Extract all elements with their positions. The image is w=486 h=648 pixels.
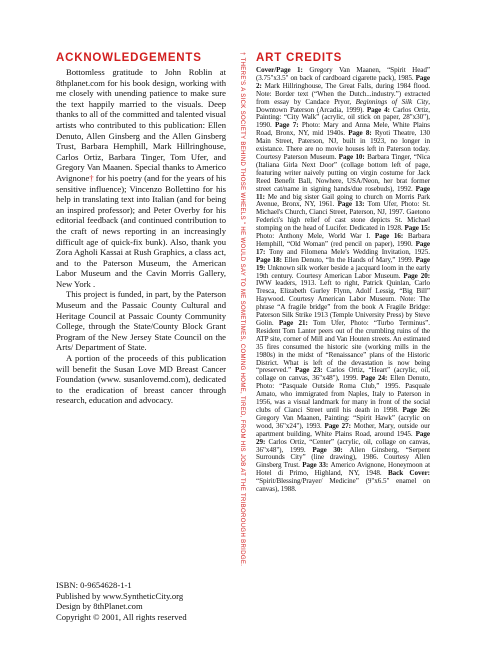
credit-description: Carlos Ortiz, Painting: “City Walk” (acrylic, oil stick on paper, 28"x30"), 1990. (256, 105, 430, 130)
acknowledgements-heading: ACKNOWLEDGEMENTS (56, 52, 202, 64)
credit-description: Carlos Ortiz, “Heart” (acrylic, oil, collage on canvas, 36"x48"), 1999. (256, 366, 430, 383)
credit-page-label: Page 2: (256, 73, 430, 90)
credit-page-label: Page 29: (256, 429, 430, 446)
publication-info (56, 580, 231, 622)
credit-page-label: Page 27: (324, 421, 354, 430)
credit-description: Allen Ginsberg, “Serpent Surrounds City” (line drawing), 1986. Courtesy Allen Ginsberg Trust. (256, 445, 430, 470)
credit-description: IWW leaders, 1913. Left to right, Patrick Quinlan, Carlo Tresca, Elizabeth Gurley Flynn, Adolf Lessig, “Big Bill” Haywood. Courtesy American Labor Museum. Note: The phrase “A fragile bridge” from the book A Fragile Bridge: Paterson Silk Strike 1913 (Temple University Press) by Steve Golin. (256, 279, 430, 327)
dagger-mark: † (89, 172, 94, 183)
art-credits-text (256, 67, 430, 494)
credit-page-label: Page 17: (256, 239, 430, 256)
credit-description: Tom Ufer, Photo: “Turbo Terminus”. Resident Tom Lanter peers out of the crumbling ruins of the ATP site, corner of Mill and Van Houten streets. An estimated 35 fires consumed the historic site (working mills in the 1980s) in the midst of “Renaissance” plans of the Historic District. What is left of the devastation is now being “preserved.” (256, 319, 430, 375)
credit-book-title: Beginnings of Silk City (355, 97, 429, 106)
acknowledgements-paragraph-3: A portion of the proceeds of this publication will benefit the Susan Love MD Breast Cancer Foundation (www. susanlovemd.com), dedicated to the eradication of breast cancer through research, education and advocacy. (56, 353, 226, 406)
publisher-line: Published by www.SyntheticCity.org (56, 590, 184, 601)
credit-description: Gregory Van Maanen, Painting: “Spirit Hawk” (acrylic on wood, 36"x24"), 1993. (256, 413, 430, 430)
art-credits-heading: ART CREDITS (256, 52, 343, 64)
credit-page-label: Page 33: (302, 461, 331, 470)
credit-description: , Downtown Paterson (Arcadia, 1999). (256, 97, 430, 114)
credit-description: Ellen Denuto, “In the Hands of Mary,” 1999. (284, 255, 416, 264)
credit-page-label: Page 10: (338, 152, 368, 161)
credit-page-label: Page 20: (403, 271, 431, 280)
credit-page-label: Page 30: (312, 445, 350, 454)
credit-description: Me and big sister Gail going to church on Morris Park Avenue, Bronx, NY, 1961. (256, 192, 431, 209)
credit-page-label: Page 26: (402, 405, 431, 414)
credit-description: Tom Ufer, Photo: St. Michael's Church, Cianci Street, Paterson, NJ, 1997. Gaetono Federici's high relief of cast stone depicts St. Michael stomping on the head of Lucifer. Dedicated in 1928. (256, 200, 430, 233)
credit-page-label: Page 24: (360, 374, 391, 383)
credit-page-label: Page 18: (256, 255, 285, 264)
credit-page-label: Page 15: (404, 224, 431, 233)
credit-description: Ellen Denuto, Photo: “Pasquale Outside Roma Club,” 1995. Pasquale Amato, who immigrated from Naples, Italy to Paterson in 1956, was a visual landmark for many in front of the social clubs of Cianci Street until his death in 1998. (256, 374, 430, 414)
acknowledgements-paragraph-1 (56, 67, 226, 289)
credit-page-label: Page 4: (366, 105, 393, 114)
art-credits-column (256, 52, 430, 494)
credit-page-label: Page 21: (278, 319, 313, 327)
credit-page-label: Page 7: (275, 121, 302, 130)
ack-p1-text-continued: for his poetry (and for the years of his sensitive influence); Vincenzo Bollettino for his help in translating text into Italian (and for being an inspired professor); and Peter Overby for his editorial feedback (and continued contribution to the craft of news reporting in an increasingly difficult age of quick-fix bunk). Also, thank you Zora Agholi Kassai at Rush Graphics, a class act, and to the Paterson Museum, the American Labor Museum and the Cavin Morris Gallery, New York . (56, 172, 227, 289)
credit-description: Ryoti Theatre, 130 Main Street, Paterson, NJ, built in 1923, no longer in existance. There are no movie houses left in Paterson today. Courtesy Paterson Museum. (256, 129, 431, 161)
credit-page-label: Page 8: (348, 129, 375, 138)
credit-page-label: Back Cover: (387, 469, 430, 478)
isbn: ISBN: 0-9654628-1-1 (56, 580, 132, 590)
credit-description: Unknown silk worker beside a jacquard loom in the early 19th century. Courtesy American Labor Museum. (256, 263, 430, 280)
credit-page-label: Page 13: (337, 200, 368, 209)
credit-description: Mother, Mary, outside our apartment building, White Plains Road, around 1945. (256, 421, 430, 438)
vertical-quote (236, 52, 248, 612)
credit-page-label: Page 11: (256, 184, 430, 201)
copyright: Copyright © 2001, All rights reserved (56, 611, 187, 622)
credit-description: Tony and Filomena Mele's Wedding Invitation, 1925. (269, 247, 430, 256)
credit-description: “Spirit/Blessing/Prayer/ Medicine” (9"x6.5" enamel on canvas), 1988. (256, 477, 430, 494)
credit-description: Photo: Anthony Mele, World War I. (256, 232, 375, 241)
acknowledgements-text (56, 67, 226, 406)
ack-p1-text: Bottomless gratitude to John Roblin at 8thplanet.com for his book design, working with me closely with unending patience to make sure the text happily married to the visuals. Deep thanks to all of the committed and talented visual artists who contributed to this publication: Ellen Denuto, Allen Ginsberg and the Allen Ginsberg Trust, Barbara Hemphill, Mark Hillringhouse, Carlos Ortiz, Barbara Tinger, Tom Ufer, and Gregory Van Maanen. Special thanks to Americo Avignone (56, 67, 226, 183)
vertical-quote-text: † THERE'S A SICK SOCIETY BEHIND THOSE WHEELS " HE WOULD SAY TO ME SOMETIMES, COMING HOME, TIRED, FROM HIS JOB AT THE TRIBOROUGH BRIDGE. (239, 52, 245, 567)
credit-description: Photo: Mary and Anna Mele, White Plains Road, Bronx, NY, mid 1940s. (256, 121, 430, 138)
acknowledgements-column (56, 52, 226, 406)
credit-page-label: Page 23: (294, 366, 327, 375)
acknowledgements-paragraph-2: This project is funded, in part, by the Paterson Museum and the Passaic County Cultural and Heritage Council at Passaic County Community College, through the State/County Block Grant Program of the New Jersey State Council on the Arts/ Department of State. (56, 289, 226, 353)
credit-description: Barbara Tinger, “Nica (Italiana Girla Next Door” (collage bottom left of page, featuring writer naively putting on virgin costume for Jack Reed Benefit Ball, Nowhere, USA/Neon, her brat former street cat/name in signing hands/due rosebuds), 1992. (256, 152, 430, 193)
credit-page-label: Page 19: (256, 255, 430, 272)
credit-page-label: Cover/Page 1: (256, 66, 310, 74)
credit-description: Americo Avignone, Honeymoon at Hotel di Primo, Highland, NY, 1948. (256, 461, 430, 478)
design-credit: Design by 8thPlanet.com (56, 601, 143, 612)
credit-description: Barbara Hemphill, “Old Woman” (red pencil on paper), 1990. (256, 232, 430, 248)
credit-page-label: Page 16: (374, 232, 408, 241)
credit-description: Mark Hillringhouse, The Great Falls, during 1984 flood. Note: Border text (“When the Dutch...industry.”) extracted from essay by Candace Pryor, (256, 81, 430, 106)
credit-description: Carlos Ortiz, “Center” (acrylic, oil, collage on canvas, 36"x48"), 1999. (256, 437, 430, 454)
credit-description: Gregory Van Maanen, “Spirit Head” (3.75"x3.5" on back of cardboard cigarette pack), 1985. (256, 66, 430, 82)
